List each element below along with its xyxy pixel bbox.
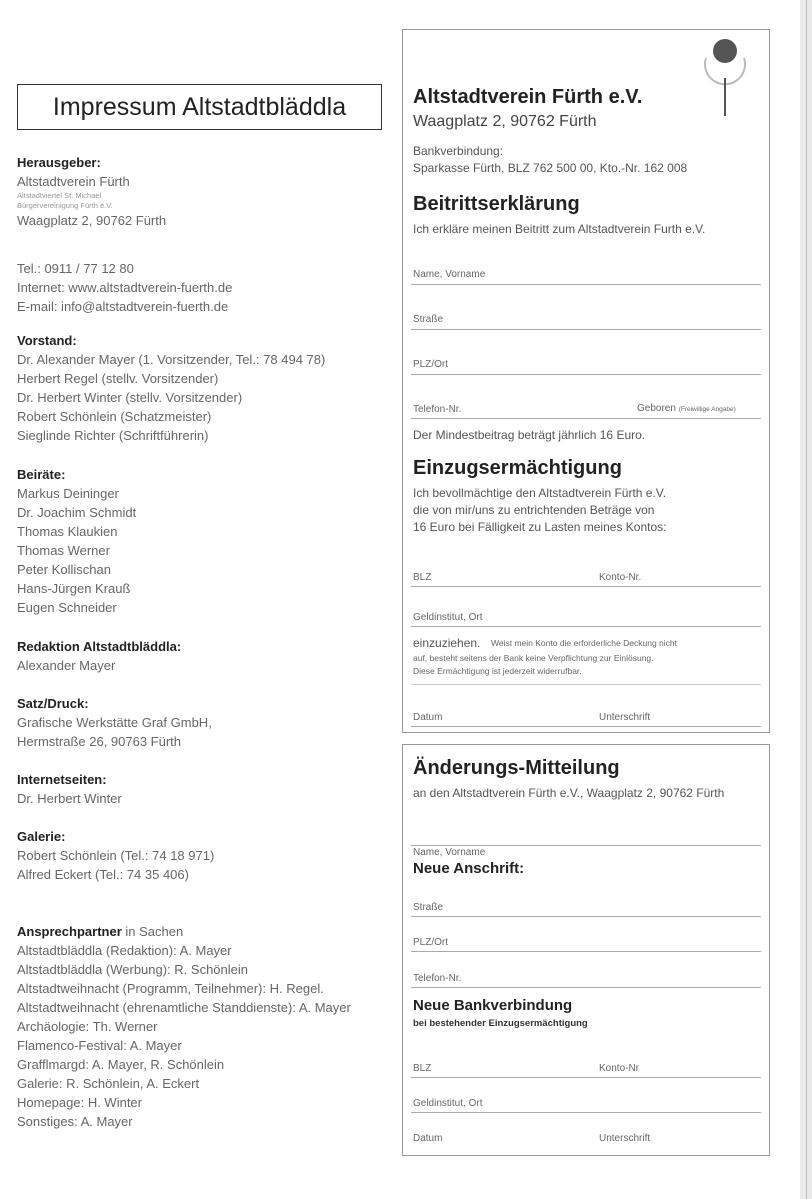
section-tiny-line: Altstadtviertel St. Michael [17,191,102,200]
section-line: E-mail: info@altstadtverein-fuerth.de [17,299,229,314]
phone-label: Telefon-Nr. [413,973,462,984]
datum-label: Datum [413,1133,443,1144]
name-field[interactable] [411,284,761,285]
bank-details: Sparkasse Fürth, BLZ 762 500 00, Kto.-Nr. 162 008 [413,161,688,175]
beitritt-title: Beitrittserklärung [413,193,580,215]
section-line: Flamenco-Festival: A. Mayer [17,1038,182,1053]
blz-label: BLZ [413,1063,432,1074]
section-line: Robert Schönlein (Tel.: 74 18 971) [17,848,215,863]
section-line: Altstadtweihnacht (ehrenamtliche Standdienste): A. Mayer [17,1000,351,1015]
section-ansprechpartner [17,923,351,1131]
section-heading-suffix: in Sachen [121,924,184,939]
section-heading: Galerie: [17,829,66,844]
beitritt-form [402,29,770,733]
section-line: Eugen Schneider [17,600,117,615]
section-line: Thomas Klaukien [17,524,118,539]
section-line: Altstadtbläddla (Werbung): R. Schönlein [17,962,248,977]
einzug-text-line: 16 Euro bei Fälligkeit zu Lasten meines Kontos: [413,520,667,534]
institut-label: Geldinstitut, Ort [413,1098,483,1109]
section-line: Galerie: R. Schönlein, A. Eckert [17,1076,200,1091]
section-line: Grafflmargd: A. Mayer, R. Schönlein [17,1057,225,1072]
blz-konto-field[interactable] [411,586,761,587]
beitritt-declaration: Ich erkläre meinen Beitritt zum Altstadtverein Furth e.V. [413,222,706,236]
section-line: Robert Schönlein (Schatzmeister) [17,409,212,424]
section-line: Waagplatz 2, 90762 Fürth [17,213,167,228]
section-line: Herbert Regel (stellv. Vorsitzender) [17,371,219,386]
plz-field[interactable] [411,374,761,375]
plz-field[interactable] [411,951,761,952]
section-line: Altstadtweihnacht (Programm, Teilnehmer): H. Regel. [17,981,324,996]
section-beiraete [17,466,136,617]
konto-label: Konto-Nr. [599,572,642,583]
section-line: Altstadtverein Fürth [17,174,130,189]
section-herausgeber [17,154,166,230]
street-label: Straße [413,314,444,325]
min-fee-text: Der Mindestbeitrag beträgt jährlich 16 Euro. [413,428,646,442]
unterschrift-label: Unterschrift [599,712,651,723]
blz-label: BLZ [413,572,432,583]
section-line: Tel.: 0911 / 77 12 80 [17,261,134,276]
section-heading: Herausgeber: [17,155,101,170]
phone-field[interactable] [411,987,761,988]
section-heading: Vorstand: [17,333,77,348]
einziehen-note-line: Weist mein Konto die erforderliche Deckung nicht [491,638,677,648]
bank-label: Bankverbindung: [413,144,504,158]
street-field[interactable] [411,329,761,330]
aenderung-form [402,744,770,1156]
aenderung-recipient: an den Altstadtverein Fürth e.V., Waagplatz 2, 90762 Fürth [413,786,725,800]
blz-konto-field[interactable] [411,1077,761,1078]
section-line: Dr. Alexander Mayer (1. Vorsitzender, Tel.: 78 494 78) [17,352,326,367]
born-note: (Freiwillige Angabe) [678,406,736,413]
name-label: Name, Vorname [413,847,486,858]
section-contact [17,259,232,316]
section-heading: Satz/Druck: [17,696,89,711]
section-line: Markus Deininger [17,486,119,501]
section-tiny-line: Bürgervereinigung Fürth e.V. [17,201,113,210]
section-line: Alexander Mayer [17,658,116,673]
born-label: Geboren [637,403,676,414]
plz-label: PLZ/Ort [413,359,449,370]
section-satz-druck [17,695,212,751]
section-heading: Redaktion Altstadtbläddla: [17,639,182,654]
new-bank-heading: Neue Bankverbindung [413,997,573,1014]
street-field[interactable] [411,916,761,917]
name-label: Name, Vorname [413,269,486,280]
section-line: Internet: www.altstadtverein-fuerth.de [17,280,233,295]
section-line: Homepage: H. Winter [17,1095,142,1110]
section-heading: Ansprechpartner [17,924,122,939]
section-line: Dr. Herbert Winter (stellv. Vorsitzender) [17,390,243,405]
phone-label: Telefon-Nr. [413,404,462,415]
section-line: Peter Kollischan [17,562,111,577]
plz-label: PLZ/Ort [413,937,449,948]
signature-field[interactable] [411,726,761,727]
konto-label: Konto-Nr [599,1063,640,1074]
einzug-text-line: die von mir/uns zu entrichtenden Beträge von [413,503,655,517]
section-line: Thomas Werner [17,543,110,558]
section-line: Dr. Joachim Schmidt [17,505,137,520]
new-address-heading: Neue Anschrift: [413,860,525,877]
section-line: Hans-Jürgen Krauß [17,581,131,596]
phone-born-field[interactable] [411,418,761,419]
einzug-title: Einzugsermächtigung [413,457,622,479]
note-divider [411,684,761,685]
section-heading: Internetseiten: [17,772,107,787]
org-name: Altstadtverein Fürth e.V. [413,86,643,108]
section-line: Archäologie: Th. Werner [17,1019,158,1034]
section-line: Altstadtbläddla (Redaktion): A. Mayer [17,943,232,958]
section-internetseiten [17,771,122,808]
org-address: Waagplatz 2, 90762 Fürth [413,113,597,130]
einziehen-text: einzuziehen. [413,636,481,650]
section-vorstand [17,332,325,445]
section-heading: Beiräte: [17,467,66,482]
einziehen-note-line: auf, besteht seitens der Bank keine Verpflichtung zur Einlösung. [413,653,654,663]
new-bank-subheading: bei bestehender Einzugsermächtigung [413,1018,588,1029]
einziehen-note-line: Diese Ermächtigung ist jederzeit widerrufbar. [413,666,582,676]
section-redaktion [17,638,181,675]
page-edge [800,0,812,1199]
section-line: Hermstraße 26, 90763 Fürth [17,734,182,749]
datum-label: Datum [413,712,443,723]
impressum-title: Impressum Altstadtbläddla [17,84,382,130]
street-label: Straße [413,902,444,913]
section-line: Sieglinde Richter (Schriftführerin) [17,428,209,443]
institut-label: Geldinstitut, Ort [413,612,483,623]
section-line: Dr. Herbert Winter [17,791,122,806]
einzug-text-line: Ich bevollmächtige den Altstadtverein Fürth e.V. [413,486,667,500]
name-field[interactable] [411,845,761,846]
unterschrift-label: Unterschrift [599,1133,651,1144]
section-line: Grafische Werkstätte Graf GmbH, [17,715,212,730]
institut-field[interactable] [411,626,761,627]
section-line: Sonstiges: A. Mayer [17,1114,133,1129]
section-galerie [17,828,214,884]
aenderung-title: Änderungs-Mitteilung [413,757,620,779]
section-line: Alfred Eckert (Tel.: 74 35 406) [17,867,189,882]
institut-field[interactable] [411,1112,761,1113]
